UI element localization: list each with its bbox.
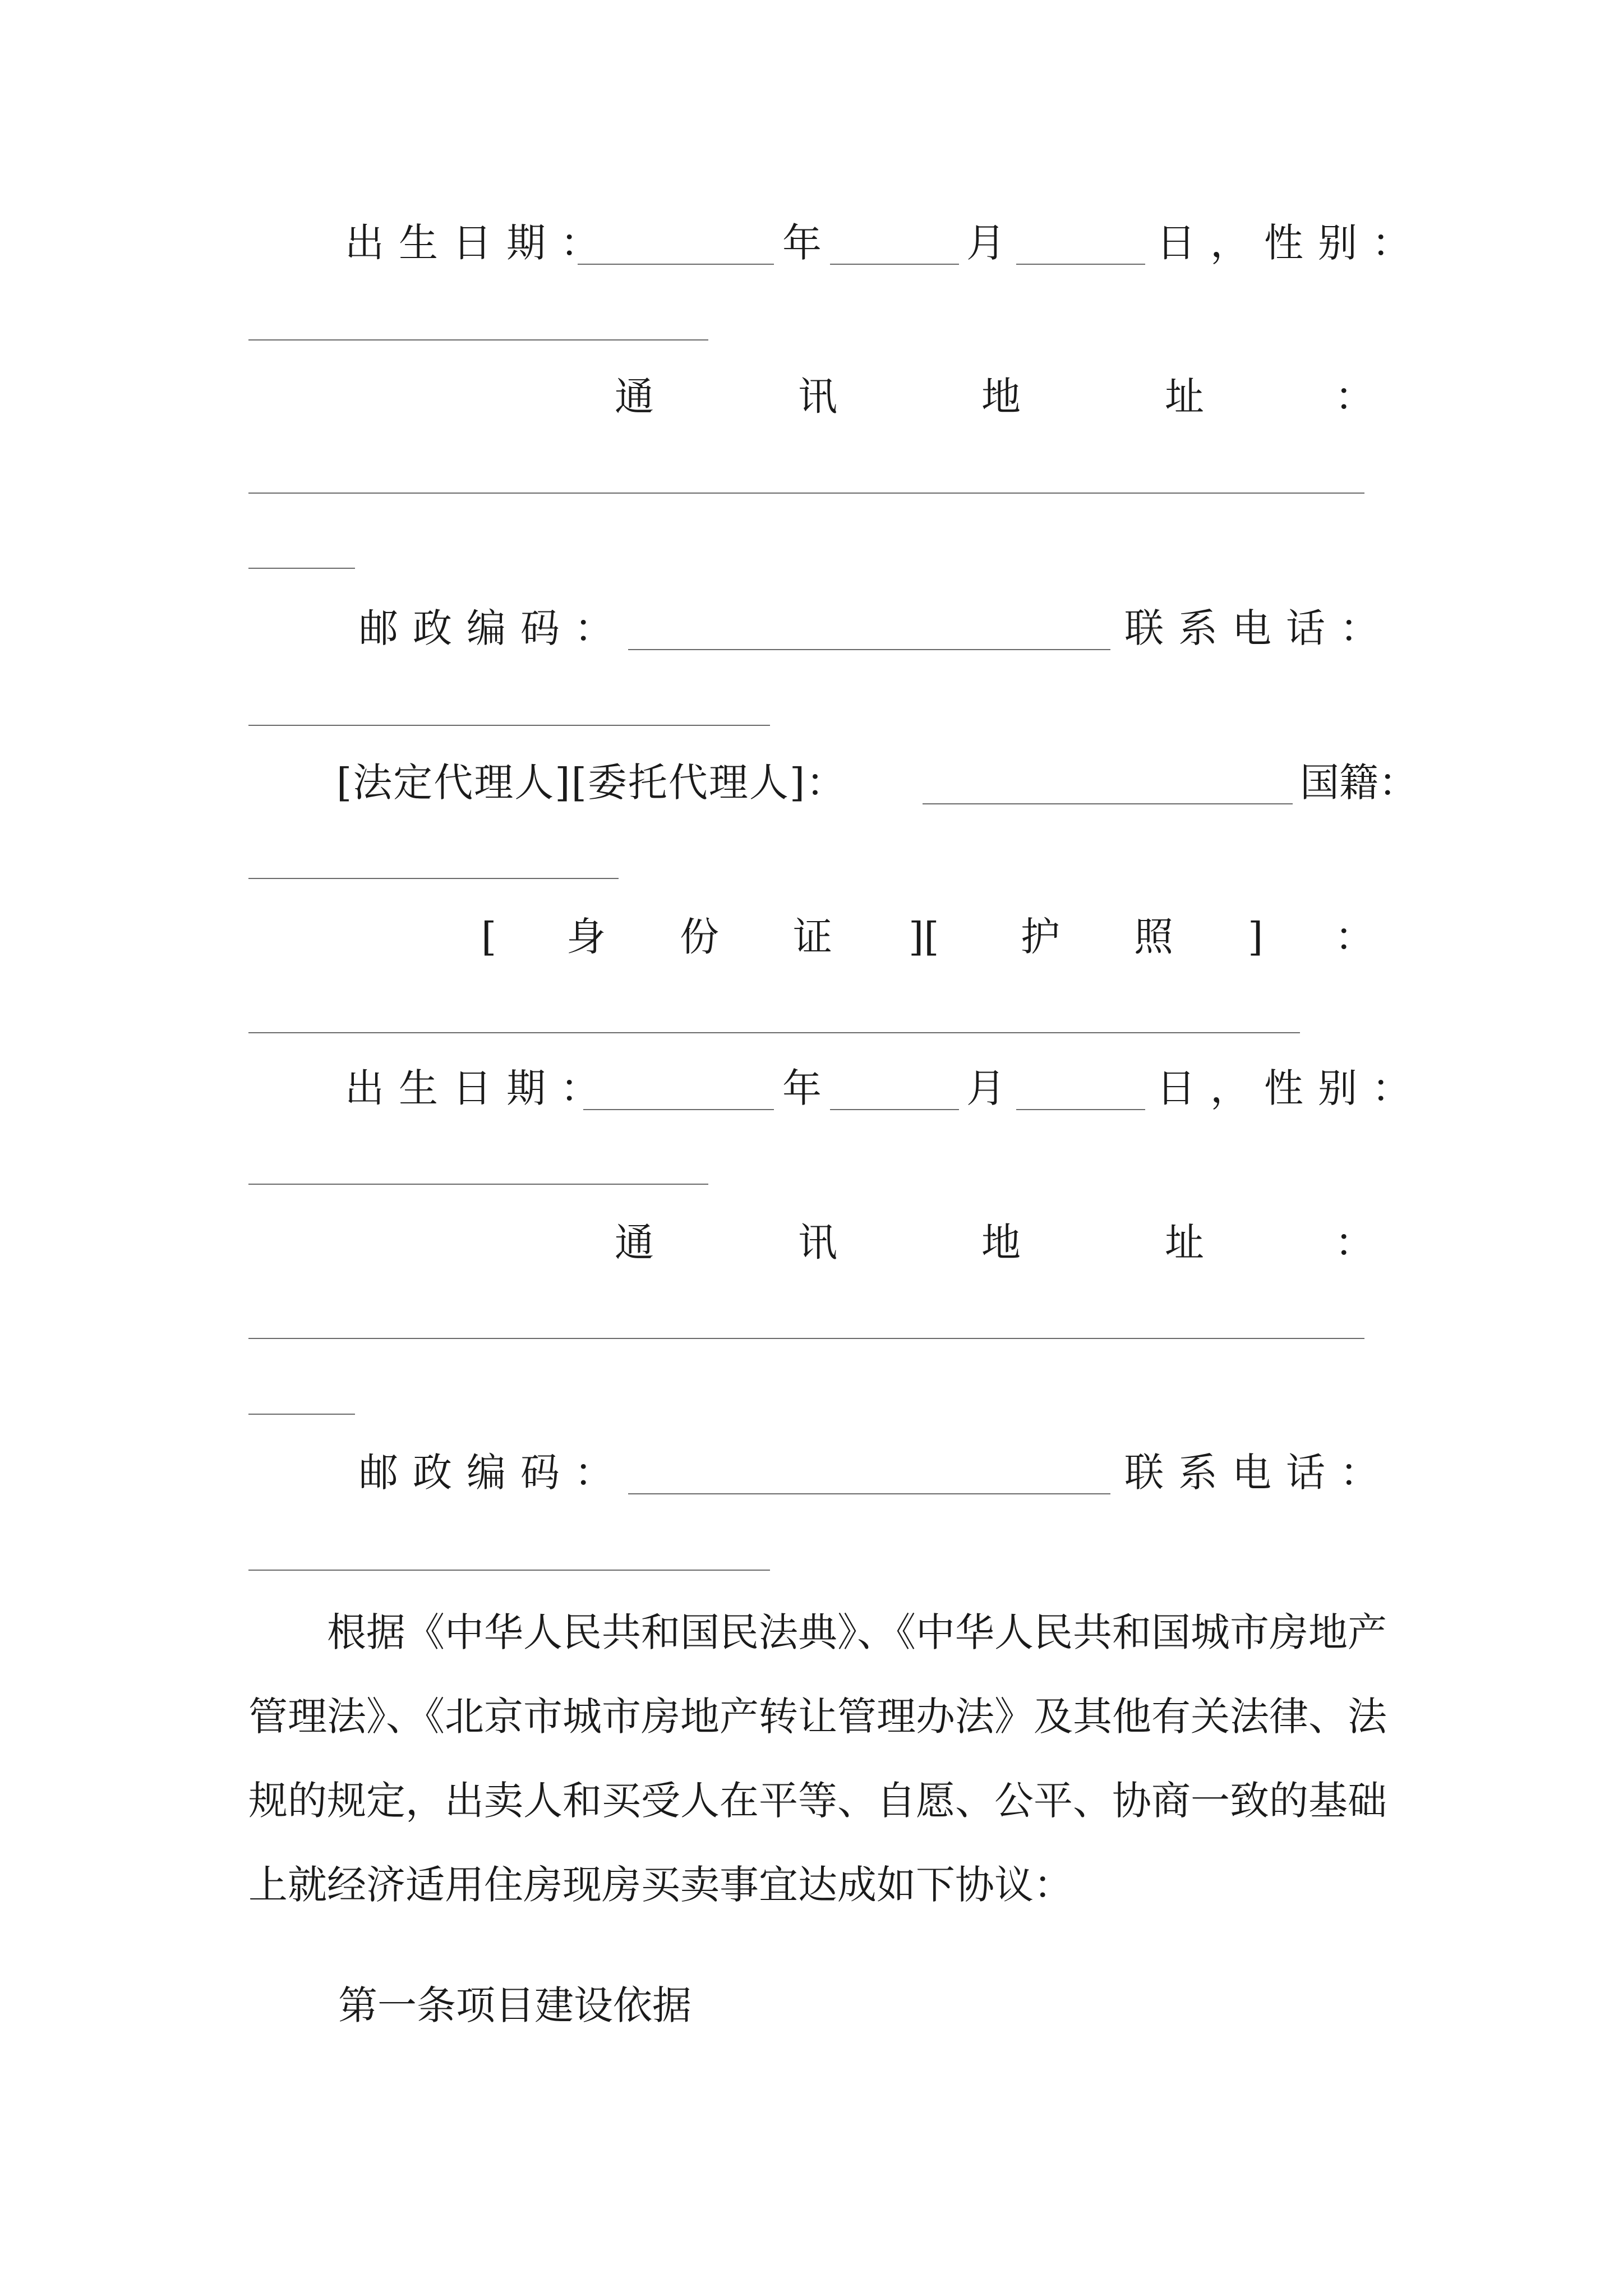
nationality-label: 国籍： (1300, 760, 1418, 806)
postal-code-label: 邮政编码： (359, 605, 628, 651)
id-bracket-open: [ (481, 914, 497, 960)
address-char-3: 地 (981, 374, 1021, 420)
day-gender-label: 日，性别： (1156, 220, 1426, 266)
article-1-title: 第一条项目建设依据 (338, 1982, 691, 2028)
address-char-1: 通 (615, 374, 654, 420)
gender-blank[interactable] (248, 339, 708, 341)
phone-blank[interactable] (248, 725, 770, 726)
agent-name-blank[interactable] (923, 803, 1293, 804)
day-gender-label-2: 日，性别： (1156, 1065, 1426, 1111)
postal-code-blank-2[interactable] (628, 1493, 1110, 1494)
nationality-blank[interactable] (248, 878, 619, 879)
phone-label: 联系电话： (1124, 605, 1394, 651)
phone-blank-2[interactable] (248, 1570, 770, 1571)
id-char-hu: 护 (1021, 914, 1060, 960)
address-blank-line-1-b2[interactable] (248, 1338, 1364, 1339)
birth-year-blank[interactable] (578, 264, 774, 265)
birth-day-blank[interactable] (1016, 264, 1145, 265)
address-char-3-b2: 地 (981, 1220, 1021, 1266)
address-char-1-b2: 通 (615, 1220, 654, 1266)
address-blank-line-2[interactable] (248, 568, 355, 569)
month-label-2: 月 (966, 1065, 1006, 1111)
id-char-zheng: 证 (793, 914, 832, 960)
id-bracket-close: ] (1248, 914, 1264, 960)
address-char-4: 址 (1165, 374, 1204, 420)
month-label: 月 (966, 220, 1006, 266)
birth-day-blank-2[interactable] (1016, 1109, 1145, 1110)
gender-blank-2[interactable] (248, 1184, 708, 1185)
id-colon: ： (1335, 914, 1374, 960)
id-char-zhao: 照 (1134, 914, 1173, 960)
id-number-blank[interactable] (248, 1032, 1300, 1033)
address-char-4-b2: 址 (1165, 1220, 1204, 1266)
legal-basis-paragraph: 根据《中华人民共和国民法典》、《中华人民共和国城市房地产管理法》、《北京市城市房地产转让管理办法》及其他有关法律、法规的规定，出卖人和买受人在平等、自愿、公平、协商一致的基础上就经济适用住房现房买卖事宜达成如下协议： (248, 1609, 1387, 1908)
birth-year-blank-2[interactable] (583, 1109, 774, 1110)
address-blank-line-1[interactable] (248, 493, 1364, 494)
birth-month-blank[interactable] (830, 264, 959, 265)
postal-code-label-2: 邮政编码： (359, 1450, 628, 1496)
id-char-shen: 身 (566, 914, 606, 960)
year-label: 年 (782, 220, 822, 266)
address-colon: ： (1335, 374, 1374, 420)
address-blank-line-2-b2[interactable] (248, 1414, 355, 1415)
postal-code-blank[interactable] (628, 649, 1110, 650)
id-bracket-mid: ][ (909, 914, 939, 960)
birth-date-label: 出生日期： (345, 220, 614, 266)
birth-date-label-2: 出生日期： (345, 1065, 614, 1111)
address-char-2: 讯 (798, 374, 837, 420)
year-label-2: 年 (782, 1065, 822, 1111)
address-char-2-b2: 讯 (798, 1220, 837, 1266)
id-char-fen: 份 (680, 914, 719, 960)
address-colon-b2: ： (1335, 1220, 1374, 1266)
birth-month-blank-2[interactable] (830, 1109, 959, 1110)
agent-label: [法定代理人][委托代理人]： (336, 760, 847, 806)
phone-label-2: 联系电话： (1124, 1450, 1394, 1496)
